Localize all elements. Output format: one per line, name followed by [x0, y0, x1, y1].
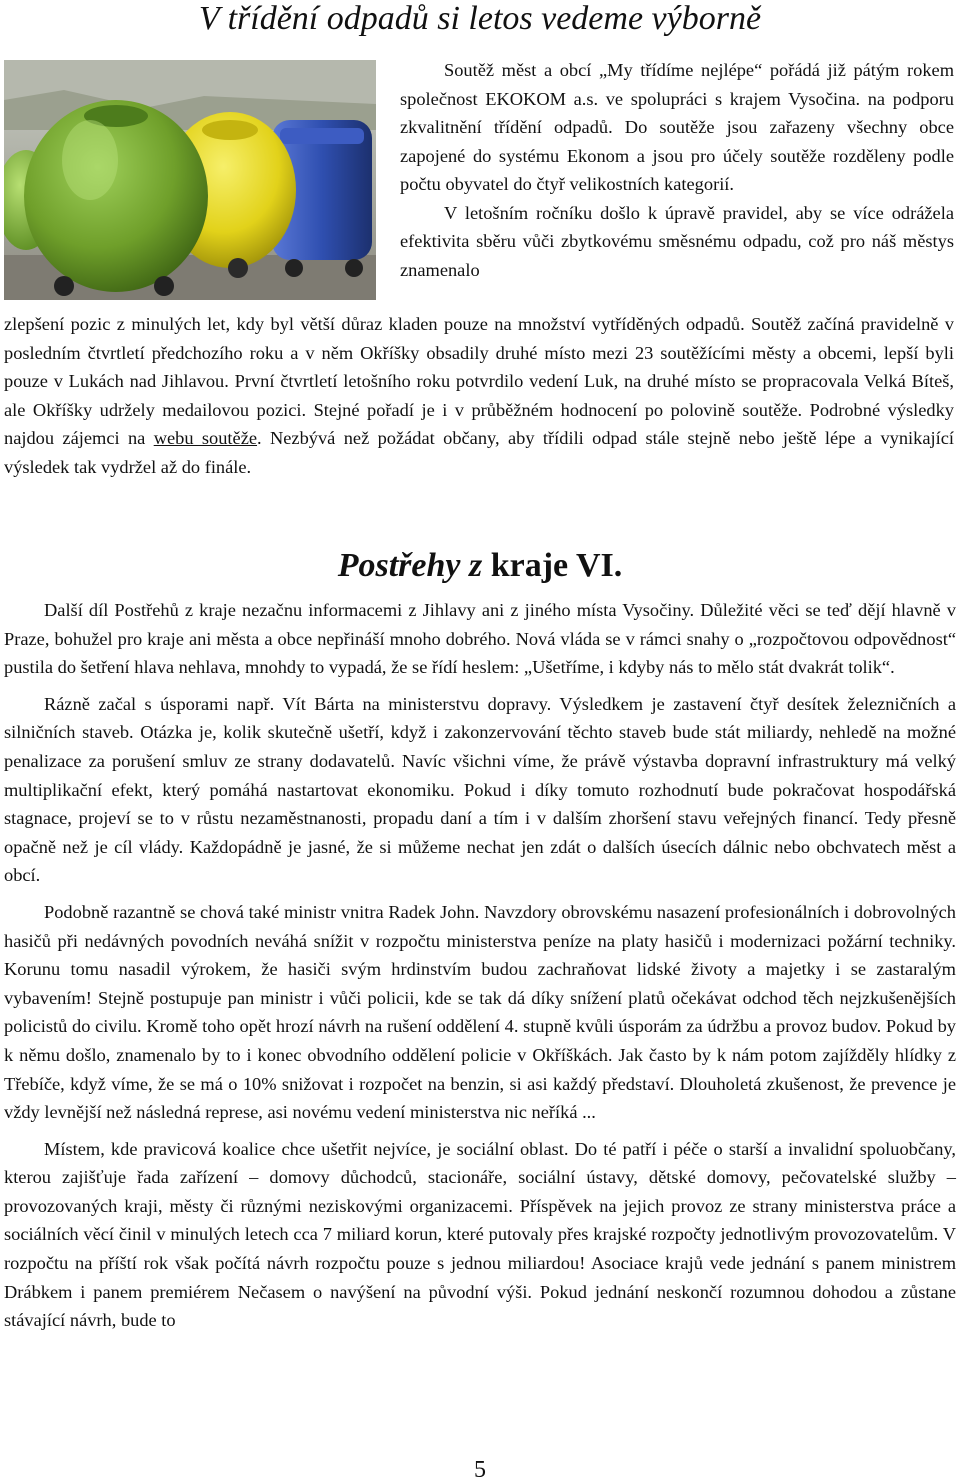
- results-text: zlepšení pozic z minulých let, kdy byl větší důraz kladen pouze na množství vytříděných odpadů. Soutěž začíná pravidelně v posledním čtvrtletí předchozího roku a v něm Okříšky obsadily druhé místo mezi 23 soutěžícími městy a obcemi, lepší byli pouze v Lukách nad Jihlavou. První čtvrtletí letošního roku potvrdilo vedení Luk, na druhé místo se propracovala Velká Bíteš, ale Okříšky udržely medailovou pozici. Stejné pořadí je i v průběžném hodnocení po polovině soutěže. Podrobné výsledky najdou zájemci na: [4, 314, 954, 448]
- recycling-bins-photo: [4, 60, 376, 300]
- competition-web-link[interactable]: webu soutěže: [153, 428, 258, 448]
- paragraph-4: Místem, kde pravicová koalice chce ušetřit nejvíce, je sociální oblast. Do té patří i péče o starší a invalidní spoluobčany, kterou zajišťuje řada zařízení – domovy důchodců, stacionáře, sociální ústavy, dětské domovy, pečovatelské služby – provozovaných kraji, městy či různými neziskovými organizacemi. Příspěvek na jejich provoz ze strany ministerstva práce a sociálních věcí činil v minulých letech cca 7 miliard korun, které putovaly přes krajské rozpočty jednotlivým provozovatelům. V rozpočtu na příští rok však počítá návrh rozpočtu pouze s jednou miliardou! Asociace krajů vede jednání s panem ministrem Drábkem i panem premiérem Nečasem o navýšení na původní výši. Pokud jednání neskončí rozumnou dohodou a zůstane stávající návrh, bude to: [4, 1138, 956, 1331]
- rules-paragraph-start: V letošním ročníku došlo k úpravě pravidel, aby se více odrážela efektivita sběru vůči zbytkovému směsnému odpadu, což pro náš městys znamenalo: [400, 202, 954, 280]
- paragraph-3: Podobně razantně se chová také ministr vnitra Radek John. Navzdory obrovskému nasazení profesionálních i dobrovolných hasičů při nedávných povodních neváhá snížit v rozpočtu ministerstva peníze na platy hasičů i modernizaci požární techniky. Korunu tomu nasadil výrokem, že hasiči svým hrdinstvím budou zachraňovat lidské životy a majetky i se zastaralým vybavením! Stejně postupuje pan ministr i vůči policii, kde se tak dá díky snížení platů očekávat odchod těch nejzkušenějších policistů do civilu. Kromě toho opět hrozí návrh na rušení oddělení 4. stupně kvůli úsporám za údržbu a provoz budov. Pokud by k němu došlo, znamenalo by to i konec obvodního oddělení policie v Okříškách. Jak často by k nám potom zajížděly hlídky z Třebíče, když víme, že se má o 10% snižovat i rozpočet na benzin, si asi každý představí. Dlouholetá zkušenost, že prevence je vždy levnější než následná represe, asi novému vedení ministerstva nic neříká ...: [4, 901, 956, 1123]
- section-title: [0, 546, 960, 586]
- intro-column: [400, 56, 954, 284]
- intro-paragraph: Soutěž měst a obcí „My třídíme nejlépe“ pořádá již pátým rokem společnost EKOKOM a.s. ve spolupráci s krajem Vysočina. na podporu zkvalitnění třídění odpadů. Do soutěže jsou zařazeny všechny obce zapojené do systému Ekonom a jsou pro účely soutěže rozděleny podle počtu obyvatel do čtyř velikostních kategorií.: [400, 60, 954, 194]
- article-title: V třídění odpadů si letos vedeme výborně: [198, 0, 762, 37]
- results-paragraph: [4, 310, 954, 481]
- paragraph-1: Další díl Postřehů z kraje nezačnu informacemi z Jihlavy ani z jiného místa Vysočiny. Důležité věci se teď dějí hlavně v Praze, bohužel pro kraje ani města a obce nepřináší mnoho dobrého. Nová vláda se v rámci snahy o „rozpočtovou odpovědnost“ pustila do šetření hlava nehlava, mnohdy to vypadá, že se řídí heslem: „Ušetříme, i kdyby nás to mělo stát dvakrát tolik“.: [4, 600, 956, 678]
- paragraph-2: Rázně začal s úsporami např. Vít Bárta na ministerstvu dopravy. Výsledkem je zastavení čtyř desítek železničních a silničních staveb. Otázka je, kolik skutečně ušetří, když i zakonzervování těchto staveb bude stát miliardy, nehledě na možné penalizace za porušení smluv ze strany dodavatelů. Navíc všichni víme, že právě výstavba dopravní infrastruktury má velký multiplikační efekt, který pomáhá nastartovat ekonomiku. Pokud i díky tomuto rozhodnutí bude pokračovat hospodářská stagnace, projeví se to v růstu nezaměstnanosti, propadu daní a tím i v dalším zhoršení stavu veřejných financí. Tedy přesně opačně než je cíl vlády. Každopádně je jasné, že si můžeme nechat jen zdát o dalších úsecích dálnic nebo obchvatech měst a obcí.: [4, 693, 956, 886]
- section-title-rest: kraje VI.: [482, 547, 623, 584]
- section-title-italic: Postřehy z: [337, 547, 483, 584]
- postrehy-body: [4, 596, 956, 1343]
- recycling-bins-illustration: [4, 60, 376, 300]
- page-number: 5: [474, 1457, 486, 1483]
- closing-text: . Nezbývá než požádat občany, aby třídili odpad stále stejně nebo ještě lépe a vynikající výsledek tak vydržel až do finále.: [4, 428, 954, 477]
